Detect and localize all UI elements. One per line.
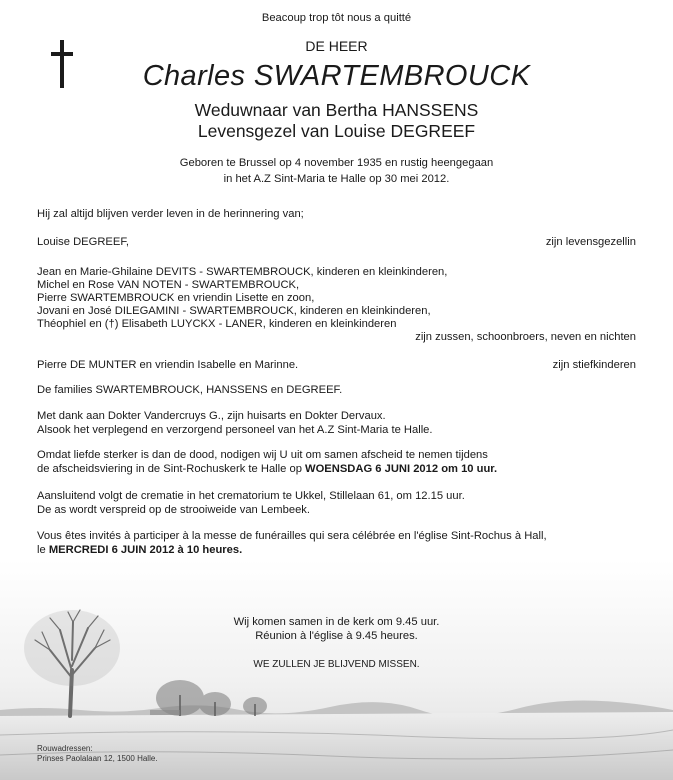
- family-role: zijn zussen, schoonbroers, neven en nichten: [415, 331, 636, 343]
- meeting-nl: Wij komen samen in de kerk om 9.45 uur.: [233, 616, 440, 628]
- family-line: Jovani en José DILEGAMINI - SWARTEMBROUCK, kinderen en kleinkinderen,: [37, 305, 431, 317]
- ceremony-fr-line-2: [37, 544, 242, 556]
- partner-role: zijn levensgezellin: [545, 236, 636, 248]
- closing-line: WE ZULLEN JE BLIJVEND MISSEN.: [253, 659, 420, 670]
- ceremony-nl-line-2: [37, 463, 497, 475]
- ceremony-nl-line-1: Omdat liefde sterker is dan de dood, nodigen wij U uit om samen afscheid te nemen tijdens: [37, 449, 488, 461]
- family-line: Pierre SWARTEMBROUCK en vriendin Lisette en zoon,: [37, 292, 315, 304]
- deceased-name: Charles SWARTEMBROUCK: [142, 60, 531, 92]
- memory-intro: Hij zal altijd blijven verder leven in de herinnering van;: [37, 208, 304, 220]
- address-label: Rouwadressen:: [37, 744, 93, 753]
- meeting-fr: Réunion à l'église à 9.45 heures.: [255, 630, 418, 642]
- family-line: Théophiel en (†) Elisabeth LUYCKX - LANER, kinderen en kleinkinderen: [37, 318, 397, 330]
- cremation-nl-line-1: Aansluitend volgt de crematie in het crematorium te Ukkel, Stillelaan 61, om 12.15 uur.: [37, 490, 465, 502]
- ceremony-fr-line-1: Vous êtes invités à participer à la messe de funérailles qui sera célébrée en l'église Sint-Rochus à Hall,: [37, 530, 547, 542]
- families-line: De families SWARTEMBROUCK, HANSSENS en DEGREEF.: [37, 384, 343, 396]
- ceremony-fr-date: MERCREDI 6 JUIN 2012 à 10 heures.: [48, 544, 243, 556]
- birth-death-line-2: in het A.Z Sint-Maria te Halle op 30 mei 2012.: [223, 173, 450, 185]
- relation-widower: Weduwnaar van Bertha HANSSENS: [194, 100, 479, 120]
- family-line: Jean en Marie-Ghilaine DEVITS - SWARTEMBROUCK, kinderen en kleinkinderen,: [37, 266, 448, 278]
- birth-death-line-1: Geboren te Brussel op 4 november 1935 en rustig heengegaan: [179, 157, 494, 169]
- ceremony-nl-date: WOENSDAG 6 JUNI 2012 om 10 uur.: [305, 463, 498, 475]
- ceremony-fr-text: le: [37, 544, 49, 556]
- intro-text: Beacoup trop tôt nous a quitté: [261, 12, 412, 24]
- address-street: Prinses Paolalaan 12, 1500 Halle.: [37, 754, 158, 763]
- family-line: Michel en Rose VAN NOTEN - SWARTEMBROUCK,: [37, 279, 300, 291]
- partner-name: Louise DEGREEF,: [37, 236, 130, 248]
- cremation-nl-line-2: De as wordt verspreid op de strooiweide van Lembeek.: [37, 504, 310, 516]
- title-prefix: DE HEER: [305, 38, 368, 54]
- relation-partner: Levensgezel van Louise DEGREEF: [197, 121, 476, 141]
- winter-landscape-image: [0, 560, 673, 780]
- ceremony-nl-text: de afscheidsviering in de Sint-Rochuskerk te Halle op: [37, 463, 306, 475]
- thanks-line-1: Met dank aan Dokter Vandercruys G., zijn huisarts en Dokter Dervaux.: [37, 410, 386, 422]
- stepchildren-role: zijn stiefkinderen: [552, 359, 636, 371]
- thanks-line-2: Alsook het verplegend en verzorgend personeel van het A.Z Sint-Maria te Halle.: [37, 424, 433, 436]
- stepchildren-name: Pierre DE MUNTER en vriendin Isabelle en Marinne.: [37, 359, 299, 371]
